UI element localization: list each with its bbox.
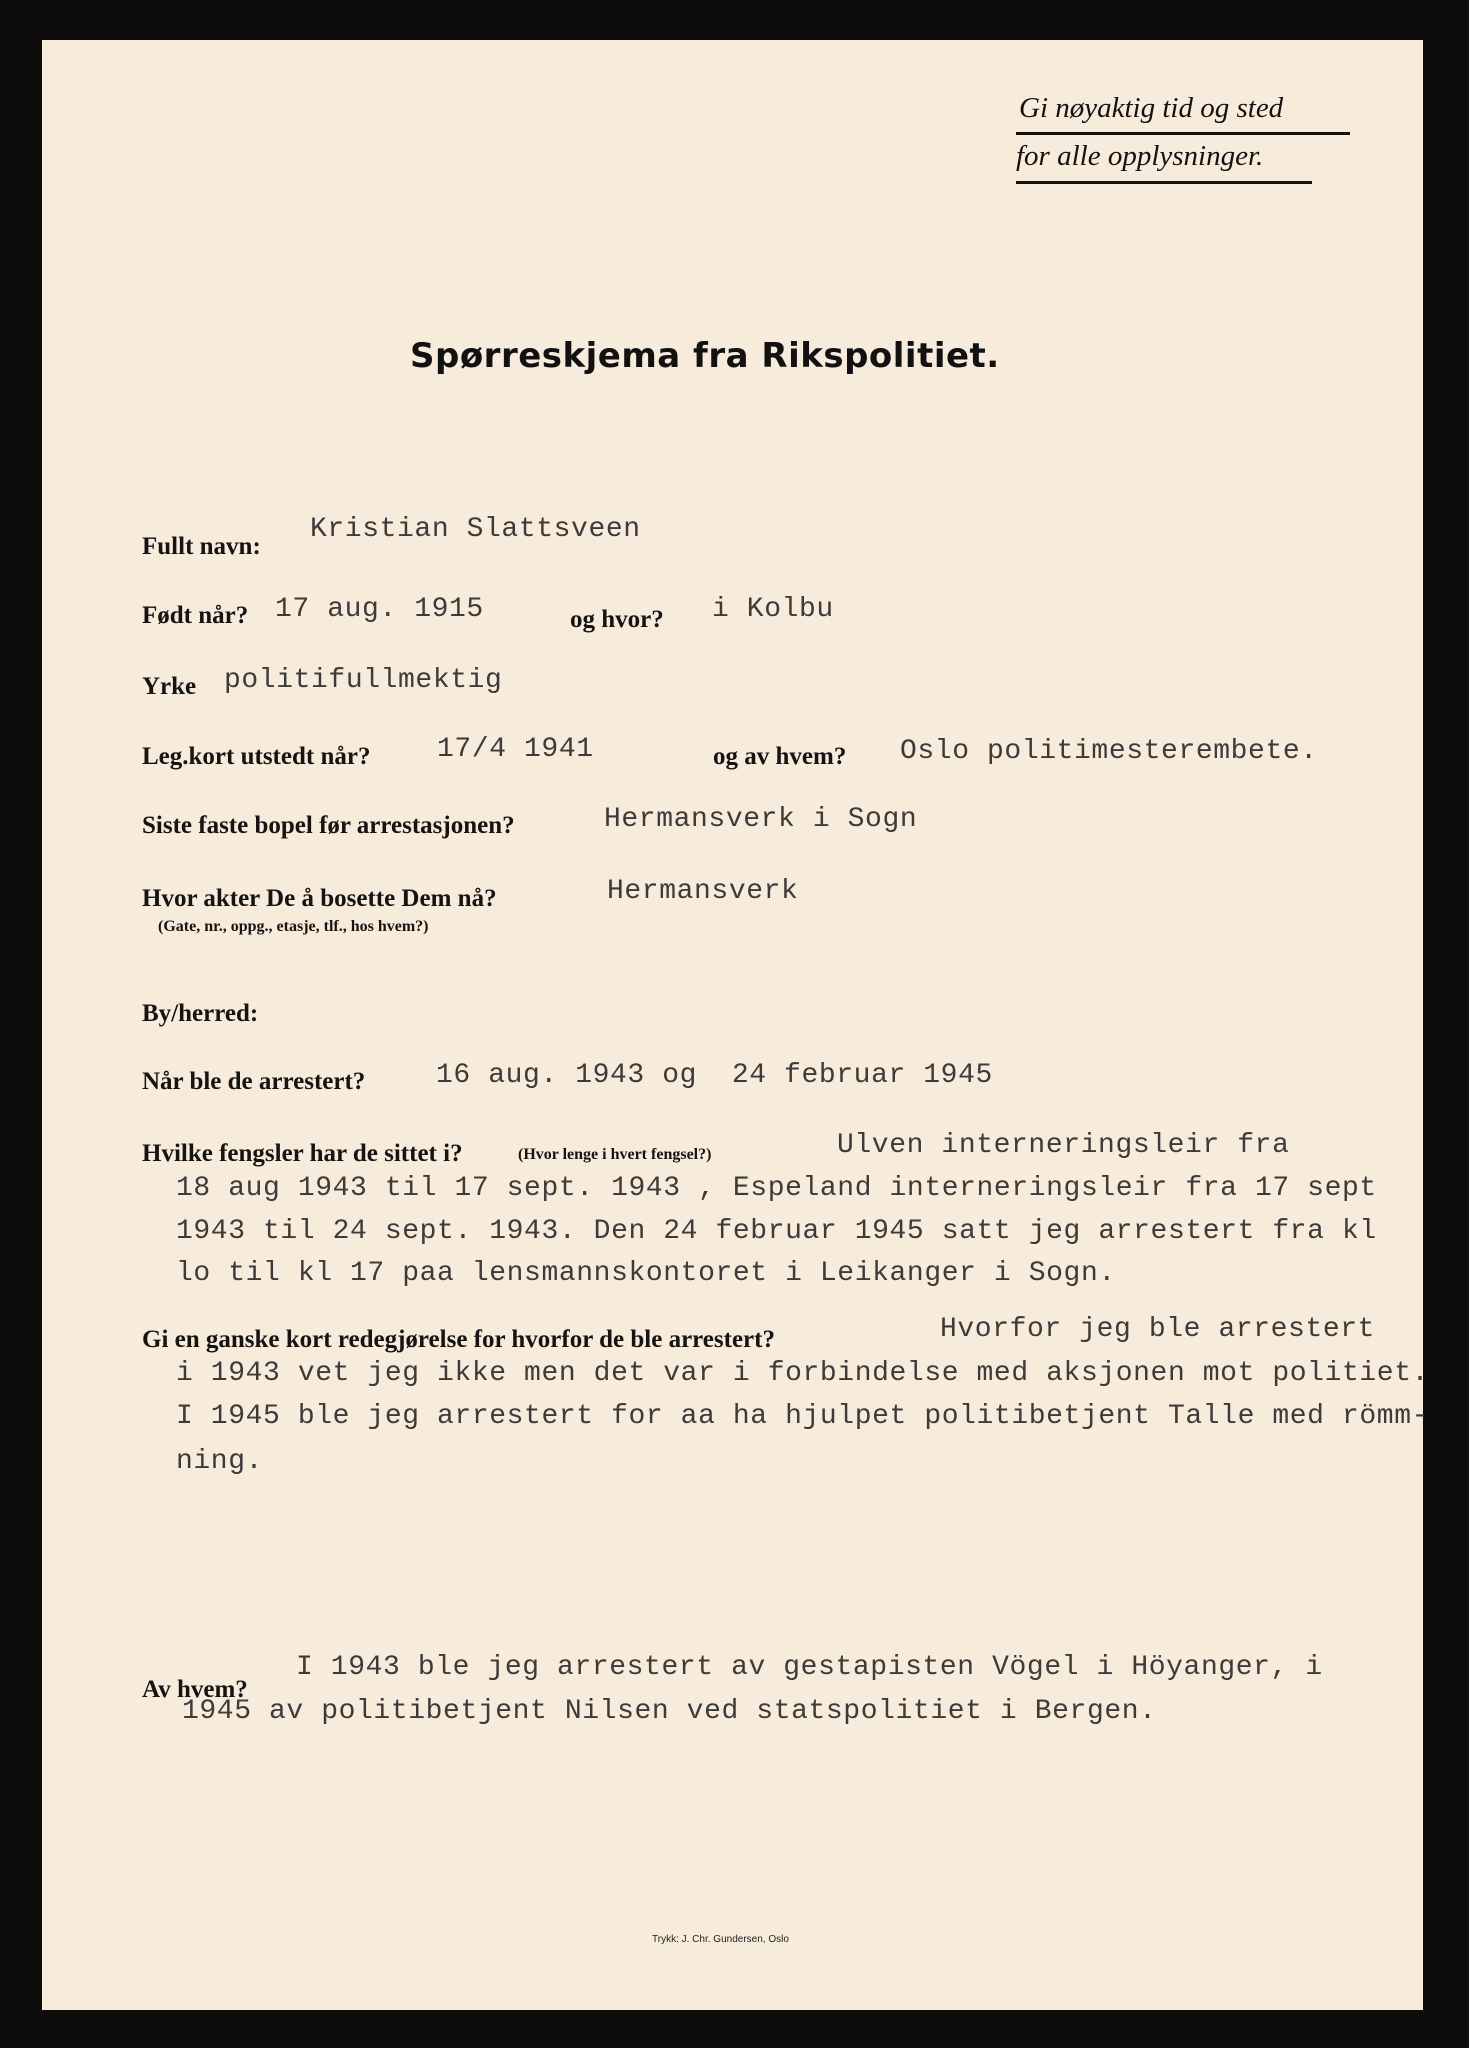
prisons-line-1: Ulven interneringsleir fra [837, 1130, 1290, 1161]
arrested-when-value: 16 aug. 1943 og 24 februar 1945 [436, 1060, 993, 1091]
reason-label: Gi en ganske kort redegjørelse for hvorfor de ble arrestert? [142, 1326, 775, 1353]
by-whom-line-2: 1945 av politibetjent Nilsen ved statspolitiet i Bergen. [182, 1696, 1157, 1727]
prisons-line-4: lo til kl 17 paa lensmannskontoret i Leikanger i Sogn. [176, 1258, 1116, 1289]
notice-line-2: for alle opplysninger. [1016, 140, 1264, 172]
born-when-value: 17 aug. 1915 [275, 594, 484, 625]
prisons-label: Hvilke fengsler har de sittet i? [142, 1140, 463, 1167]
born-where-label: og hvor? [570, 606, 664, 633]
reason-line-2: i 1943 vet jeg ikke men det var i forbindelse med aksjonen mot politiet. [176, 1358, 1429, 1389]
prisons-line-3: 1943 til 24 sept. 1943. Den 24 februar 1945 satt jeg arrestert fra kl [176, 1216, 1377, 1247]
id-issued-label: Leg.kort utstedt når? [142, 743, 371, 770]
id-issued-by-value: Oslo politimesterembete. [900, 736, 1318, 767]
occupation-value: politifullmektig [224, 665, 503, 696]
by-whom-line-1: I 1943 ble jeg arrestert av gestapisten Vögel i Höyanger, i [296, 1652, 1323, 1683]
arrested-when-label: Når ble de arrestert? [142, 1068, 366, 1095]
name-value: Kristian Slattsveen [310, 514, 641, 545]
last-address-label: Siste faste bopel før arrestasjonen? [142, 812, 515, 839]
born-where-value: i Kolbu [712, 594, 834, 625]
prisons-hint: (Hvor lenge i hvert fengsel?) [518, 1146, 712, 1163]
form-title: Spørreskjema fra Rikspolitiet. [410, 336, 1000, 376]
last-address-value: Hermansverk i Sogn [604, 804, 918, 835]
id-issued-value: 17/4 1941 [437, 734, 594, 765]
notice-line-1: Gi nøyaktig tid og sted [1019, 92, 1284, 124]
name-label: Fullt navn: [142, 533, 261, 560]
settle-label: Hvor akter De å bosette Dem nå? [142, 885, 497, 912]
id-issued-by-label: og av hvem? [713, 743, 847, 770]
prisons-line-2: 18 aug 1943 til 17 sept. 1943 , Espeland interneringsleir fra 17 sept [176, 1173, 1377, 1204]
settle-value: Hermansverk [607, 876, 799, 907]
notice-underline-1 [1016, 132, 1350, 135]
born-when-label: Født når? [142, 602, 249, 629]
printer-imprint: Trykk: J. Chr. Gundersen, Oslo [652, 1934, 789, 1945]
settle-hint: (Gate, nr., oppg., etasje, tlf., hos hvem?) [158, 918, 429, 935]
by-whom-label: Av hvem? [142, 1676, 248, 1703]
reason-line-1: Hvorfor jeg ble arrestert [940, 1314, 1376, 1345]
reason-line-4: ning. [176, 1446, 264, 1477]
notice-underline-2 [1016, 181, 1312, 184]
reason-line-3: I 1945 ble jeg arrestert for aa ha hjulpet politibetjent Talle med römm- [176, 1401, 1429, 1432]
occupation-label: Yrke [142, 673, 197, 700]
city-label: By/herred: [142, 1000, 259, 1027]
